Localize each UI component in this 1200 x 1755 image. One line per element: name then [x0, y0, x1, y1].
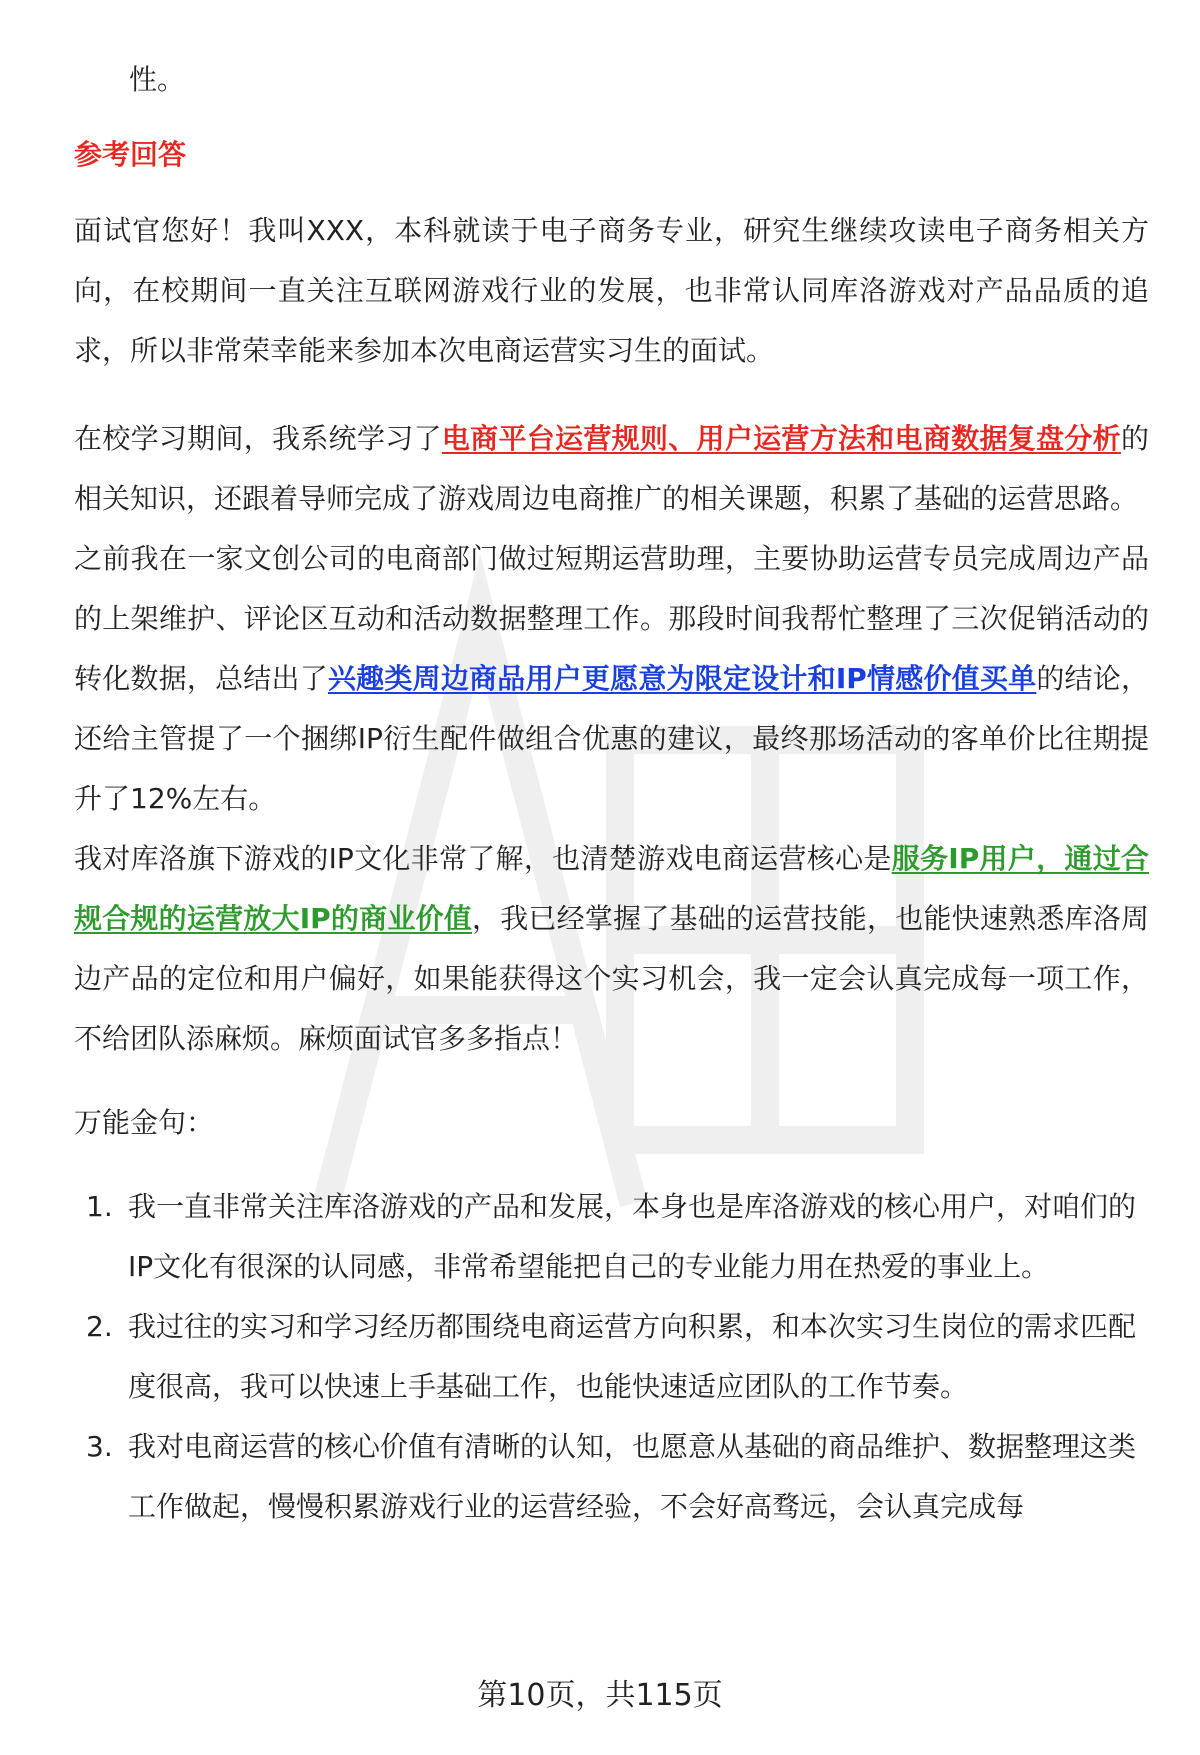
- internship-highlight: 兴趣类周边商品用户更愿意为限定设计和IP情感价值买单: [327, 662, 1037, 695]
- list-item-number: 2.: [86, 1310, 113, 1343]
- golden-phrases-list: [74, 1177, 1149, 1537]
- internship-text-after: 的结论，还给主管提了一个捆绑IP衍生配件做组合优惠的建议，最终那场活动的客单价比往期提升了12%左右。: [74, 662, 1149, 815]
- section-title: 参考回答: [74, 138, 187, 171]
- list-item: [74, 1297, 1149, 1417]
- page-footer: 第10页，共115页: [477, 1678, 723, 1713]
- document-content: [74, 50, 1149, 1537]
- list-item-number: 3.: [86, 1430, 113, 1463]
- list-item: [74, 1417, 1149, 1537]
- list-item-number: 1.: [86, 1190, 113, 1223]
- intro-paragraph: 面试官您好！我叫XXX，本科就读于电子商务专业，研究生继续攻读电子商务相关方向，在校期间一直关注互联网游戏行业的发展，也非常认同库洛游戏对产品品质的追求，所以非常荣幸能来参加本次电商运营实习生的面试。: [74, 214, 1149, 367]
- continued-text: 性。: [129, 63, 186, 96]
- list-item: [74, 1177, 1149, 1297]
- understanding-paragraph: [74, 829, 1149, 1069]
- list-item-text: 我一直非常关注库洛游戏的产品和发展，本身也是库洛游戏的核心用户，对咱们的IP文化有很深的认同感，非常希望能把自己的专业能力用在热爱的事业上。: [128, 1190, 1137, 1283]
- list-item-text: 我过往的实习和学习经历都围绕电商运营方向积累，和本次实习生岗位的需求匹配度很高，我可以快速上手基础工作，也能快速适应团队的工作节奏。: [128, 1310, 1137, 1403]
- study-paragraph: [74, 409, 1149, 529]
- understanding-text-after: ，我已经掌握了基础的运营技能，也能快速熟悉库洛周边产品的定位和用户偏好，如果能获得这个实习机会，我一定会认真完成每一项工作，不给团队添麻烦。麻烦面试官多多指点！: [74, 902, 1149, 1055]
- understanding-text-before: 我对库洛旗下游戏的IP文化非常了解，也清楚游戏电商运营核心是: [74, 842, 892, 875]
- understanding-highlight: 服务IP用户，通过合规合规的运营放大IP的商业价值: [74, 842, 1149, 935]
- study-text-after: 的相关知识，还跟着导师完成了游戏周边电商推广的相关课题，积累了基础的运营思路。: [74, 422, 1149, 515]
- study-highlight: 电商平台运营规则、用户运营方法和电商数据复盘分析: [441, 422, 1121, 455]
- list-item-text: 我对电商运营的核心价值有清晰的认知，也愿意从基础的商品维护、数据整理这类工作做起，慢慢积累游戏行业的运营经验，不会好高骛远，会认真完成每: [128, 1430, 1137, 1523]
- golden-phrases-title: 万能金句：: [74, 1106, 215, 1139]
- internship-paragraph: [74, 529, 1149, 829]
- study-text-before: 在校学习期间，我系统学习了: [74, 422, 442, 455]
- internship-text-before: 之前我在一家文创公司的电商部门做过短期运营助理，主要协助运营专员完成周边产品的上架维护、评论区互动和活动数据整理工作。那段时间我帮忙整理了三次促销活动的转化数据，总结出了: [74, 542, 1149, 695]
